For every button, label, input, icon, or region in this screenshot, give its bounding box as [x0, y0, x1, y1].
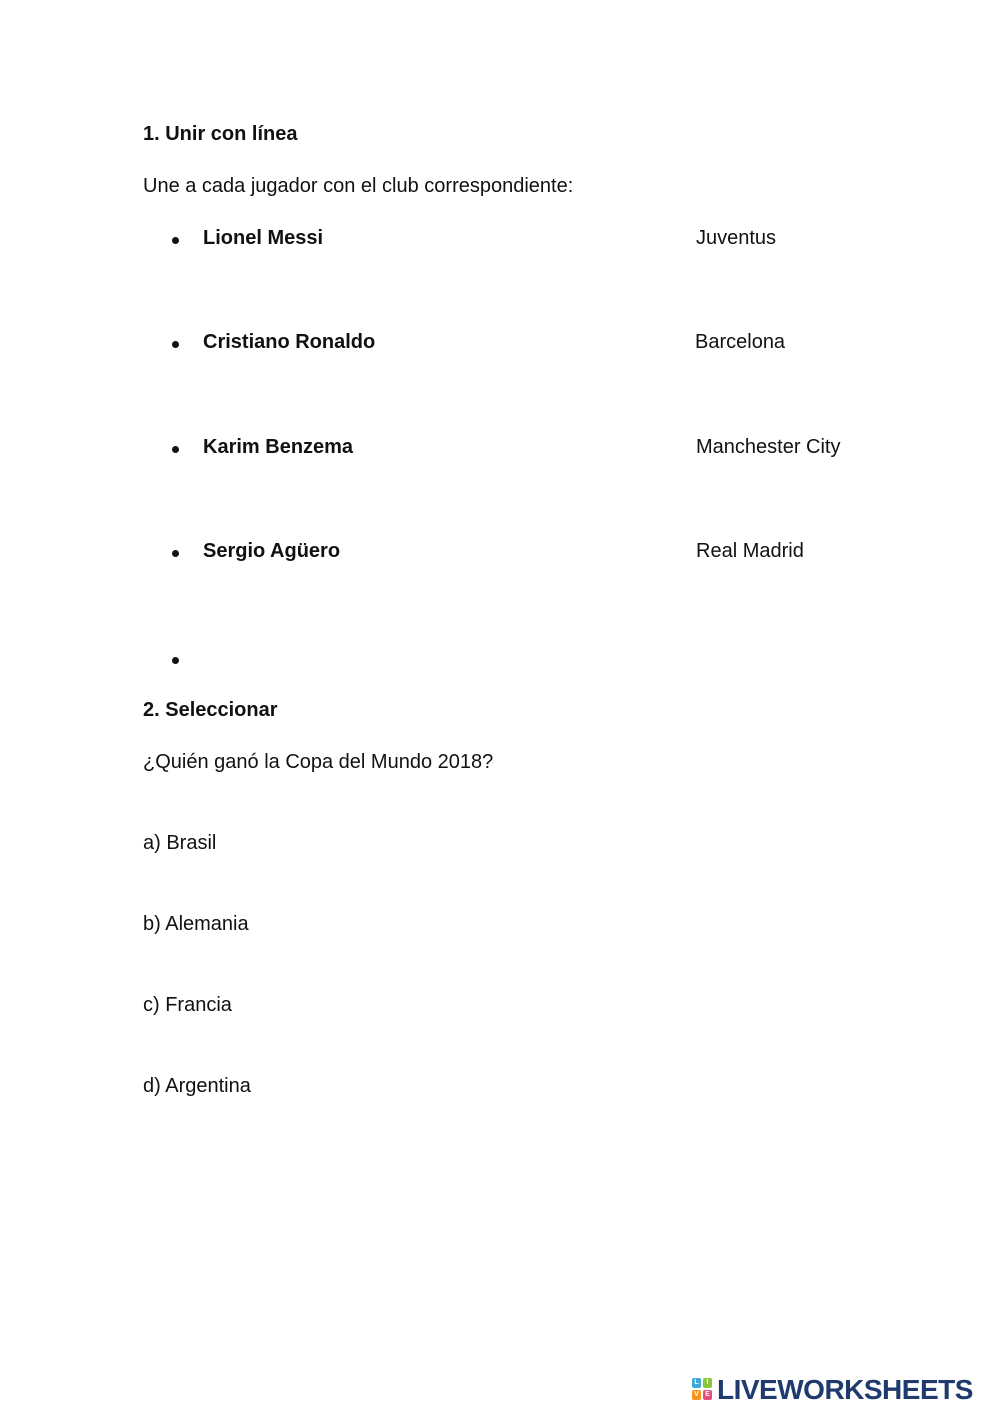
- section2-title: 2. Seleccionar: [143, 699, 278, 721]
- section1-instruction: Une a cada jugador con el club correspondiente:: [143, 175, 574, 197]
- option-d[interactable]: d) Argentina: [143, 1075, 251, 1097]
- club-name[interactable]: Manchester City: [696, 436, 841, 458]
- option-a[interactable]: a) Brasil: [143, 832, 217, 854]
- section2-question: ¿Quién ganó la Copa del Mundo 2018?: [143, 751, 494, 773]
- option-b[interactable]: b) Alemania: [143, 913, 249, 935]
- club-name[interactable]: Real Madrid: [696, 540, 804, 562]
- logo-text: LIVEWORKSHEETS: [717, 1374, 973, 1405]
- liveworksheets-logo-icon: L I V E: [692, 1378, 714, 1402]
- bullet-icon: [172, 341, 179, 348]
- player-name[interactable]: Sergio Agüero: [203, 540, 341, 562]
- club-name[interactable]: Juventus: [696, 227, 777, 249]
- player-name[interactable]: Karim Benzema: [203, 436, 354, 458]
- liveworksheets-logo[interactable]: [692, 1374, 973, 1406]
- bullet-icon: [172, 657, 179, 664]
- bullet-icon: [172, 237, 179, 244]
- bullet-icon: [172, 550, 179, 557]
- player-name[interactable]: Cristiano Ronaldo: [203, 331, 376, 353]
- bullet-icon: [172, 446, 179, 453]
- option-c[interactable]: c) Francia: [143, 994, 232, 1016]
- player-name[interactable]: Lionel Messi: [203, 227, 324, 249]
- section1-title: 1. Unir con línea: [143, 123, 298, 145]
- club-name[interactable]: Barcelona: [695, 331, 786, 353]
